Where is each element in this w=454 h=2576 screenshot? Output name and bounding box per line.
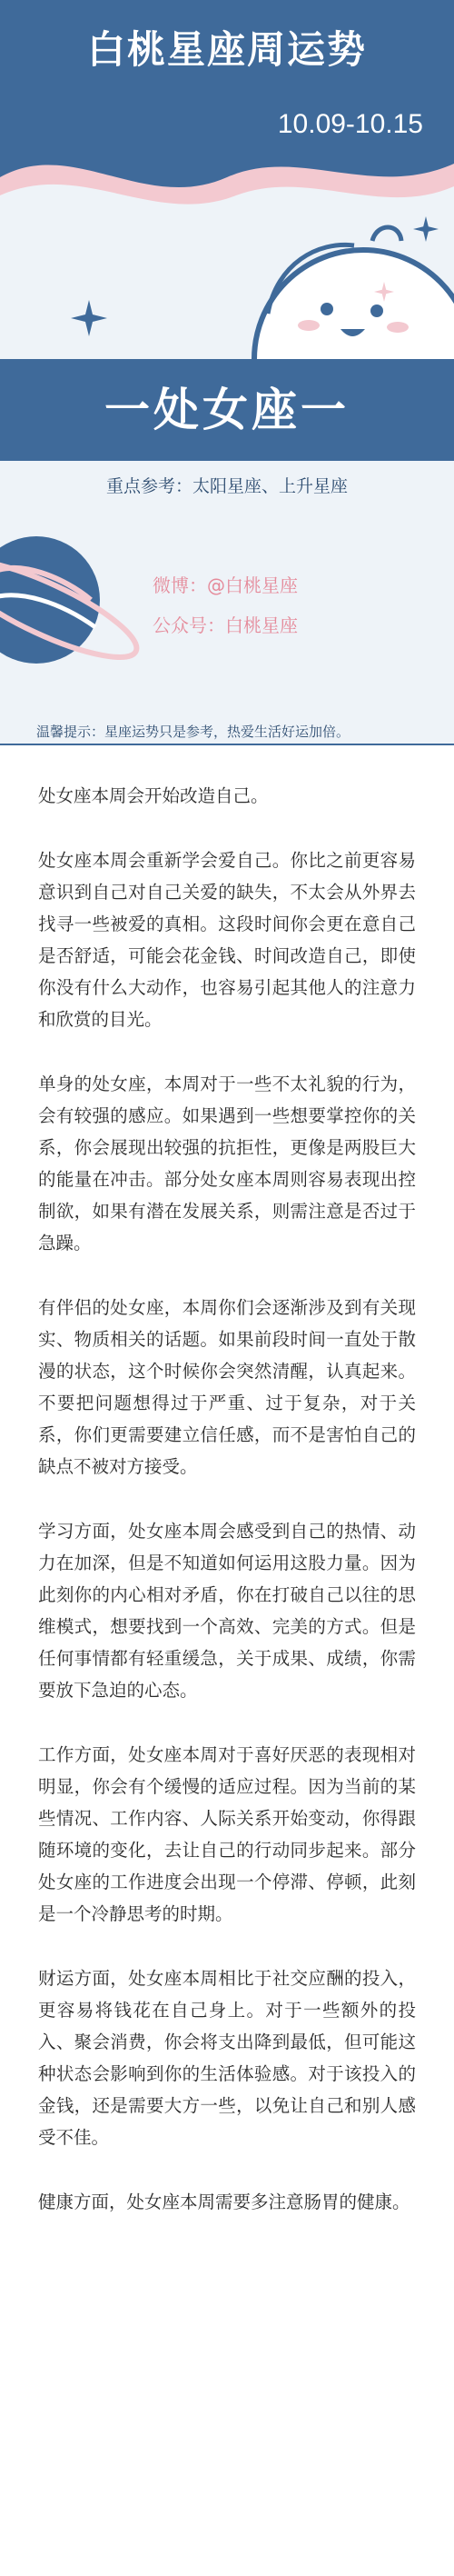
disclaimer-tip: 温馨提示：星座运势只是参考，热爱生活好运加倍。: [36, 724, 350, 740]
ringed-planet-illustration: [0, 509, 182, 691]
header-divider: [0, 744, 454, 745]
reference-note: 重点参考：太阳星座、上升星座: [105, 476, 348, 496]
paragraph-intro: 处女座本周会开始改造自己。: [38, 785, 269, 806]
paragraph-finance: 财运方面，处女座本周相比于社交应酬的投入，更容易将钱花在自己身上。对于一些额外的投入、聚会消费，你会将支出降到最低，但可能这种状态会影响到你的生活体验感。对于该投入的金钱，还是需要大方一些，以免让自己和别人感受不佳。: [38, 1968, 416, 2148]
weibo-contact: 微博：@白桃星座: [153, 574, 298, 596]
paragraph-health: 健康方面，处女座本周需要多注意肠胃的健康。: [38, 2192, 410, 2212]
paragraph-partnered: 有伴侣的处女座，本周你们会逐渐涉及到有关现实、物质相关的话题。如果前段时间一直处于散漫的状态，这个时候你会突然清醒，认真起来。不要把问题想得过于严重、过于复杂，对于关系，你们更需要建立信任感，而不是害怕自己的缺点不被对方接受。: [38, 1297, 416, 1477]
date-range: 10.09-10.15: [277, 109, 423, 139]
sign-banner: 一处女座一: [0, 359, 454, 461]
header-card: [0, 0, 454, 745]
page-title: 白桃星座周运势: [86, 27, 367, 72]
paragraph-work: 工作方面，处女座本周对于喜好厌恶的表现相对明显，你会有个缓慢的适应过程。因为当前的某些情况、工作内容、人际关系开始变动，你得跟随环境的变化，去让自己的行动同步起来。部分处女座的工作进度会出现一个停滞、停顿，此刻是一个冷静思考的时期。: [38, 1744, 416, 1924]
sparkle-icon: [413, 216, 439, 242]
sparkle-icon: [71, 300, 107, 336]
paragraph-study: 学习方面，处女座本周会感受到自己的热情、动力在加深，但是不知道如何运用这股力量。因为此刻你的内心相对矛盾，你在打破自己以往的思维模式，想要找到一个高效、完美的方式。但是任何事情都有轻重缓急，关于成果、成绩，你需要放下急迫的心态。: [38, 1521, 416, 1701]
paragraph-single: 单身的处女座，本周对于一些不太礼貌的行为，会有较强的感应。如果遇到一些想要掌控你的关系，你会展现出较强的抗拒性，更像是两股巨大的能量在冲击。部分处女座本周则容易表现出控制欲，如果有潜在发展关系，则需注意是否过于急躁。: [38, 1073, 416, 1253]
wechat-contact: 公众号：白桃星座: [153, 614, 298, 636]
article-body: [0, 745, 454, 2218]
paragraph-overview: 处女座本周会重新学会爱自己。你比之前更容易意识到自己对自己关爱的缺失，不太会从外界去找寻一些被爱的真相。这段时间你会更在意自己是否舒适，可能会花金钱、时间改造自己，即使你没有什么大动作，也容易引起其他人的注意力和欣赏的目光。: [38, 850, 416, 1030]
sparkle-icon: [374, 282, 394, 302]
